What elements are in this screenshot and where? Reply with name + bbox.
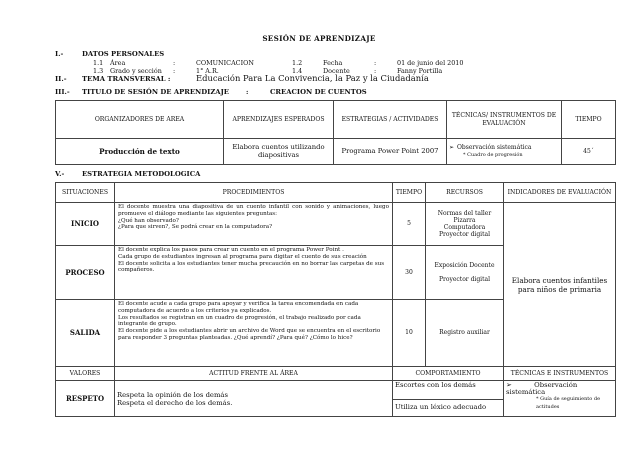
arrow-bullet-icon: ➢ (506, 381, 512, 389)
field-number: 1.1 (93, 59, 104, 67)
situation-proceso: PROCESO (56, 246, 115, 300)
section-number-1: I.- (55, 50, 64, 58)
header-time: TIEMPO (393, 183, 426, 203)
field-colon: : (374, 59, 377, 67)
technique-cell-2 (504, 381, 616, 417)
field-value-date: 01 de junio del 2010 (397, 59, 464, 67)
organizer-cell: Producción de texto (56, 139, 224, 165)
header-techniques: TÉCNICAS/ INSTRUMENTOS DE EVALUACIÓN (447, 101, 562, 139)
field-label-teacher: Docente (323, 67, 350, 75)
header-expected-learning: APRENDIZAJES ESPERADOS (224, 101, 334, 139)
behavior-1: Escortes con los demás (393, 381, 504, 400)
header-organizers: ORGANIZADORES DE AREA (56, 101, 224, 139)
field-colon: : (173, 67, 176, 75)
procedure-inicio: El docente muestra una diapositiva de un cuento infantil con sonido y animaciones, luego promueve el diálogo mediante las siguientes preguntas: ¿Qué han observado? ¿Para que sirven?, Se podrá crear en la computadora? (115, 203, 393, 246)
value-respeto: RESPETO (56, 381, 115, 417)
field-label-grade: Grado y sección (110, 67, 162, 75)
behavior-2: Utiliza un léxico adecuado (393, 400, 504, 417)
field-number: 1.3 (93, 67, 104, 75)
resources-proceso: Exposición Docente Proyector digital (426, 246, 504, 300)
section-number-2: II.- (55, 75, 67, 83)
technique-sub: * Cuadro de progresión (463, 151, 523, 158)
section-colon: : (246, 88, 249, 96)
field-label-date: Fecha (323, 59, 343, 67)
section-title-methodology: ESTRATEGIA METODOLOGICA (82, 170, 201, 178)
field-colon: : (374, 67, 377, 75)
theme-value: Educación Para La Convivencia, la Paz y la Ciudadanía (196, 73, 429, 83)
arrow-bullet-icon: ➢ (449, 144, 455, 152)
field-number: 1.2 (292, 59, 303, 67)
field-number: 1.4 (292, 67, 303, 75)
time-proceso: 30 (393, 246, 426, 300)
document-title: SESIÓN DE APRENDIZAJE (262, 34, 376, 43)
time-cell: 45´ (562, 139, 616, 165)
section-title-session: TITULO DE SESIÓN DE APRENDIZAJE (82, 88, 229, 96)
header-behavior: COMPORTAMIENTO (393, 367, 504, 381)
header-procedures: PROCEDIMIENTOS (115, 183, 393, 203)
procedure-salida: El docente acude a cada grupo para apoyar y verifica la tarea encomendada en cada computadora de acuerdo a los criterios ya explicados. Los resultados se registran en un cuadro de progresión, el trabajo realizado por cada integrante de grupo. El docente pide a los estudiantes abrir un archivo de Word que se encuentra en el escritorio para responder 3 preguntas planteadas. ¿Qué aprendí? ¿Para qué? ¿Cómo lo hice? (115, 300, 393, 367)
field-value-area: COMUNICACION (196, 59, 254, 67)
section-title-theme: TEMA TRANSVERSAL : (82, 75, 171, 83)
expected-learning-cell: Elabora cuentos utilizando diapositivas (224, 139, 334, 165)
time-salida: 10 (393, 300, 426, 367)
section-title-personal-data: DATOS PERSONALES (82, 50, 165, 58)
technique-label: Observación sistemática (457, 144, 532, 152)
field-value-grade: 1° A.R. (196, 67, 219, 75)
section-number-3: III.- (55, 88, 70, 96)
field-value-teacher: Fanny Portilla (397, 67, 443, 75)
procedure-proceso: El docente explica los pasos para crear un cuento en el programa Power Point . Cada grupo de estudiantes ingresan al programa para digitar el cuento de sus creación El docente solicita a los estudiantes tener mucha precaución en no borrar las carpetas de sus compañeros. (115, 246, 393, 300)
header-time: TIEMPO (562, 101, 616, 139)
header-attitude: ACTITUD FRENTE AL ÁREA (115, 367, 393, 381)
field-label-area: Área (110, 59, 126, 67)
session-title-value: CREACION DE CUENTOS (270, 88, 367, 96)
section-number-5: V.- (55, 170, 65, 178)
resources-salida: Registro auxiliar (426, 300, 504, 367)
header-situations: SITUACIONES (56, 183, 115, 203)
header-indicators: INDICADORES DE EVALUACIÓN (504, 183, 616, 203)
learning-table (55, 100, 616, 165)
field-colon: : (173, 59, 176, 67)
strategy-cell: Programa Power Point 2007 (334, 139, 447, 165)
technique-cell (447, 139, 562, 165)
technique-sub-2: * Guía de seguimiento de actitudes (536, 396, 601, 410)
header-values: VALORES (56, 367, 115, 381)
header-resources: RECURSOS (426, 183, 504, 203)
header-techniques-instruments: TÉCNICAS E INSTRUMENTOS (504, 367, 616, 381)
situation-salida: SALIDA (56, 300, 115, 367)
time-inicio: 5 (393, 203, 426, 246)
situation-inicio: INICIO (56, 203, 115, 246)
header-strategies: ESTRATEGIAS / ACTIVIDADES (334, 101, 447, 139)
technique-label-2: Observación sistemática (506, 381, 578, 397)
resources-inicio: Normas del taller Pizarra Computadora Proyector digital (426, 203, 504, 246)
attitude-cell: Respeta la opinión de los demás Respeta el derecho de los demás. (115, 381, 393, 417)
indicator-cell: Elabora cuentos infantiles para niños de primaria (504, 203, 616, 367)
methodology-table (55, 182, 616, 417)
